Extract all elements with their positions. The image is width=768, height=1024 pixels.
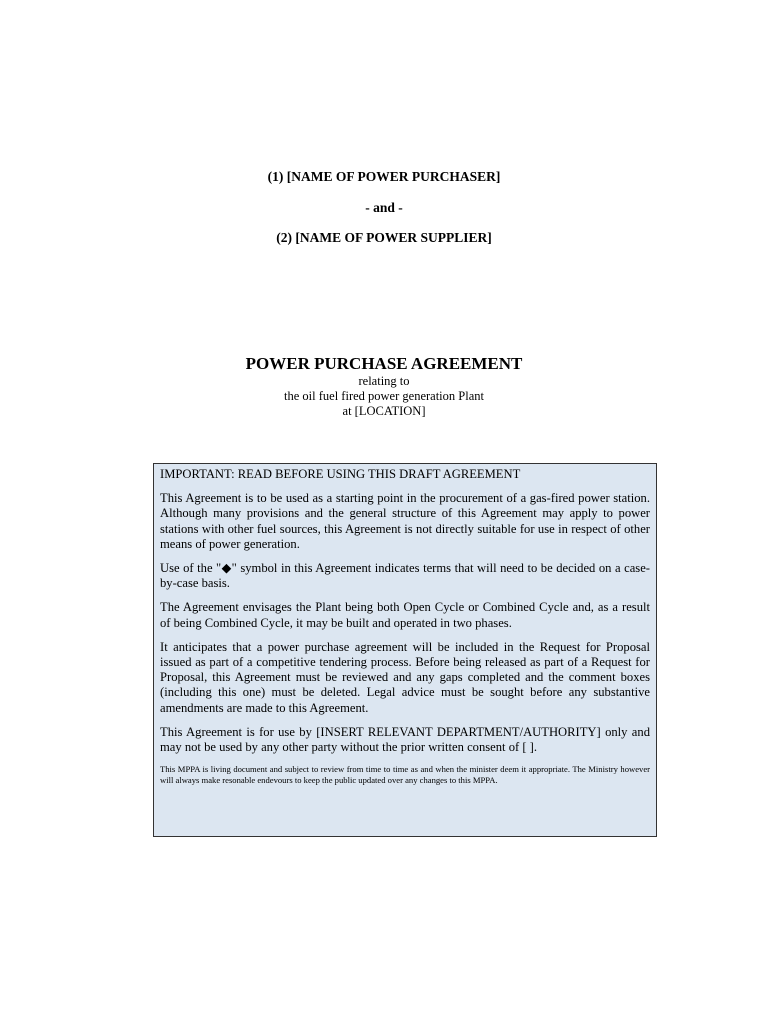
notice-paragraph-rfp: It anticipates that a power purchase agreement will be included in the Request for Proposal issued as part of a competitive tendering process. Before being released as part of a Request for Proposal, this Agreement must be reviewed and any gaps completed and the comment boxes (including this one) must be deleted. Legal advice must be sought before any substantive amendments are made to this Agreement. bbox=[160, 639, 650, 715]
notice-footnote: This MPPA is living document and subject to review from time to time as and when the minister deem it appropriate. The Ministry however will always make resonable endevours to keep the public updated over any changes to this MPPA. bbox=[160, 764, 650, 786]
party-separator: - and - bbox=[365, 200, 403, 215]
notice-paragraph-cycle: The Agreement envisages the Plant being both Open Cycle or Combined Cycle and, as a result of being Combined Cycle, it may be built and operated in two phases. bbox=[160, 600, 650, 630]
title-relating-line: relating to bbox=[358, 374, 410, 388]
notice-paragraph-scope: This Agreement is to be used as a starting point in the procurement of a gas-fired power station. Although many provisions and the general structure of this Agreement may apply to power stations with other fuel sources, this Agreement is not directly suitable for use in respect of other means of power generation. bbox=[160, 491, 650, 551]
party-supplier: (2) [NAME OF POWER SUPPLIER] bbox=[276, 230, 492, 245]
notice-paragraph-symbol: Use of the "◆" symbol in this Agreement indicates terms that will need to be decided on a case-by-case basis. bbox=[160, 561, 650, 591]
party-purchaser: (1) [NAME OF POWER PURCHASER] bbox=[267, 169, 501, 184]
agreement-title-block bbox=[0, 354, 768, 419]
important-notice-box bbox=[153, 463, 657, 837]
notice-heading: IMPORTANT: READ BEFORE USING THIS DRAFT AGREEMENT bbox=[160, 467, 521, 481]
agreement-title: POWER PURCHASE AGREEMENT bbox=[245, 354, 523, 373]
title-location-line: at [LOCATION] bbox=[342, 404, 426, 418]
title-plant-line: the oil fuel fired power generation Plant bbox=[284, 389, 484, 403]
notice-paragraph-usage: This Agreement is for use by [INSERT RELEVANT DEPARTMENT/AUTHORITY] only and may not be used by any other party without the prior written consent of [ ]. bbox=[160, 724, 650, 755]
